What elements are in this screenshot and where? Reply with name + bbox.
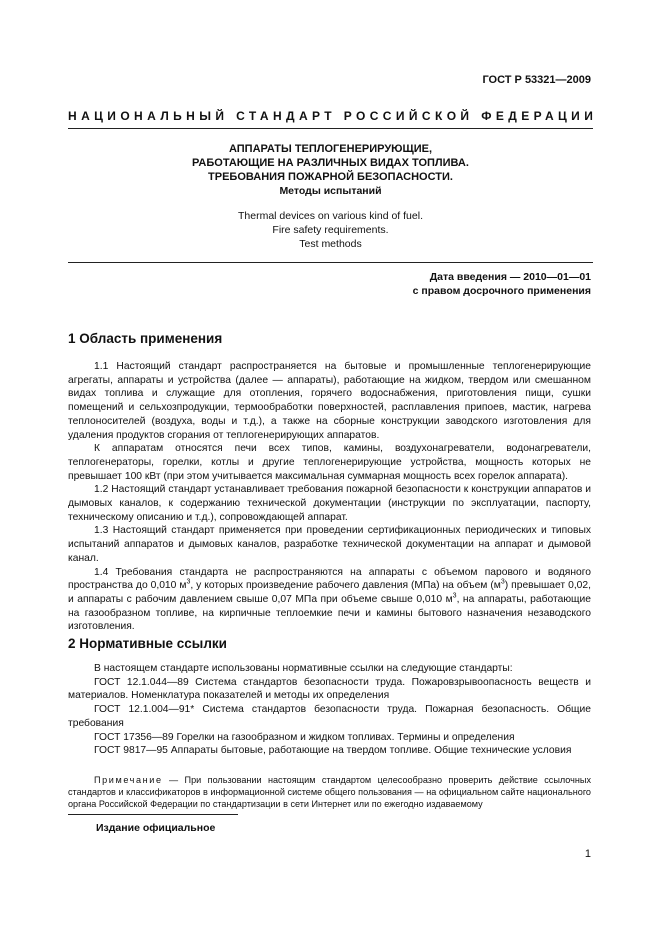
references-note [68,774,591,811]
section-2-body [68,662,591,758]
standard-id: ГОСТ Р 53321—2009 [482,74,591,86]
paragraph-1-2: 1.2 Настоящий стандарт устанавливает требования пожарной безопасности к конструкции аппаратов и дымовых каналов, к содержанию технической документации (инструкции по эксплуатации, паспорту, техническому описанию и т.д.), сопровождающей аппарат. [68,484,591,523]
english-title-line-2: Fire safety requirements. [272,224,389,236]
section-1-heading: 1 Область применения [68,331,223,346]
paragraph-1-1: 1.1 Настоящий стандарт распространяется на бытовые и промышленные теплогенерирующие агрегаты, аппараты и устройства (далее — аппараты), работающие на жидком, твердом или смешанном видах топлива и служащие для отопления, горячего водоснабжения, приготовления пищи, сушки помещений и сельхозпродукции, термообработки поверхностей, расплавления припоев, мастик, нагрева теплоносителей (воздуха, воды и т.д.), а также на сборные конструкции заводского изготовления для удаления продуктов сгорания от теплогенерирующих аппаратов. [68,361,591,441]
page-number: 1 [584,848,591,860]
note-text: — При пользовании настоящим стандартом целесообразно проверить действие ссылочных стандартов и классификаторов в информационной системе общего пользования — на официальном сайте национального органа Российской Федерации по стандартизации в сети Интернет или по ежегодно издаваемому [68,775,591,810]
introduction-date [413,270,591,298]
note-label: Примечание [94,775,163,785]
title-divider [68,128,593,129]
reference-item: ГОСТ 17356—89 Горелки на газообразном и жидком топливах. Термины и определения [94,731,515,743]
early-application-line: с правом досрочного применения [412,285,591,297]
introduction-date-line: Дата введения — 2010—01—01 [429,271,591,283]
title-line-2: РАБОТАЮЩИЕ НА РАЗЛИЧНЫХ ВИДАХ ТОПЛИВА. [192,157,469,169]
national-standard-title: НАЦИОНАЛЬНЫЙ СТАНДАРТ РОССИЙСКОЙ ФЕДЕРАЦИИ [68,109,598,123]
section-1-body [68,360,591,634]
reference-item: ГОСТ 12.1.044—89 Система стандартов безопасности труда. Пожаровзрывоопасность веществ и материалов. Номенклатура показателей и методы их определения [68,676,591,702]
english-title-line-1: Thermal devices on various kind of fuel. [237,210,423,222]
references-intro: В настоящем стандарте использованы нормативные ссылки на следующие стандарты: [94,663,513,674]
official-edition-label: Издание официальное [96,822,216,834]
paragraph-1-1-devices: К аппаратам относятся печи всех типов, камины, воздухонагреватели, водонагреватели, теплогенераторы, горелки, котлы и другие теплогенерирующие устройства, мощность которых не превышает 100 кВт (при этом учитывается максимальная суммарная мощность всех горелок аппарата). [68,443,591,482]
reference-item: ГОСТ 9817—95 Аппараты бытовые, работающие на твердом топливе. Общие технические условия [94,745,572,757]
title-line-3: ТРЕБОВАНИЯ ПОЖАРНОЙ БЕЗОПАСНОСТИ. [208,171,453,183]
section-2-heading: 2 Нормативные ссылки [68,636,227,651]
reference-item: ГОСТ 12.1.004—91* Система стандартов безопасности труда. Пожарная безопасность. Общие требования [68,704,591,729]
header-divider [68,262,593,263]
english-title-line-3: Test methods [299,238,362,250]
title-subtitle: Методы испытаний [279,185,382,197]
paragraph-1-3: 1.3 Настоящий стандарт применяется при проведении сертификационных периодических и типовых испытаний аппаратов и дымовых каналов, разработке технической документации на аппарат и дымовой канал. [68,525,591,564]
english-title [68,209,593,251]
title-line-1: АППАРАТЫ ТЕПЛОГЕНЕРИРУЮЩИЕ, [228,143,433,155]
footer-divider [68,814,238,815]
paragraph-1-4: 1.4 Требования стандарта не распространяются на аппараты с объемом парового и водяного пространства до 0,010 $м^3$, у которых произведение рабочего давления (МПа) на объем $(м^3)$ превышает 0,02, и аппараты с рабочим давлением свыше 0,07 МПа при объеме свыше 0,010 $м^3$, на аппараты, работающие на газообразном топливе, на кирпичные теплоемкие печи и камины бытового назначения незаводского изготовления. [68,566,591,633]
document-title [68,142,593,198]
